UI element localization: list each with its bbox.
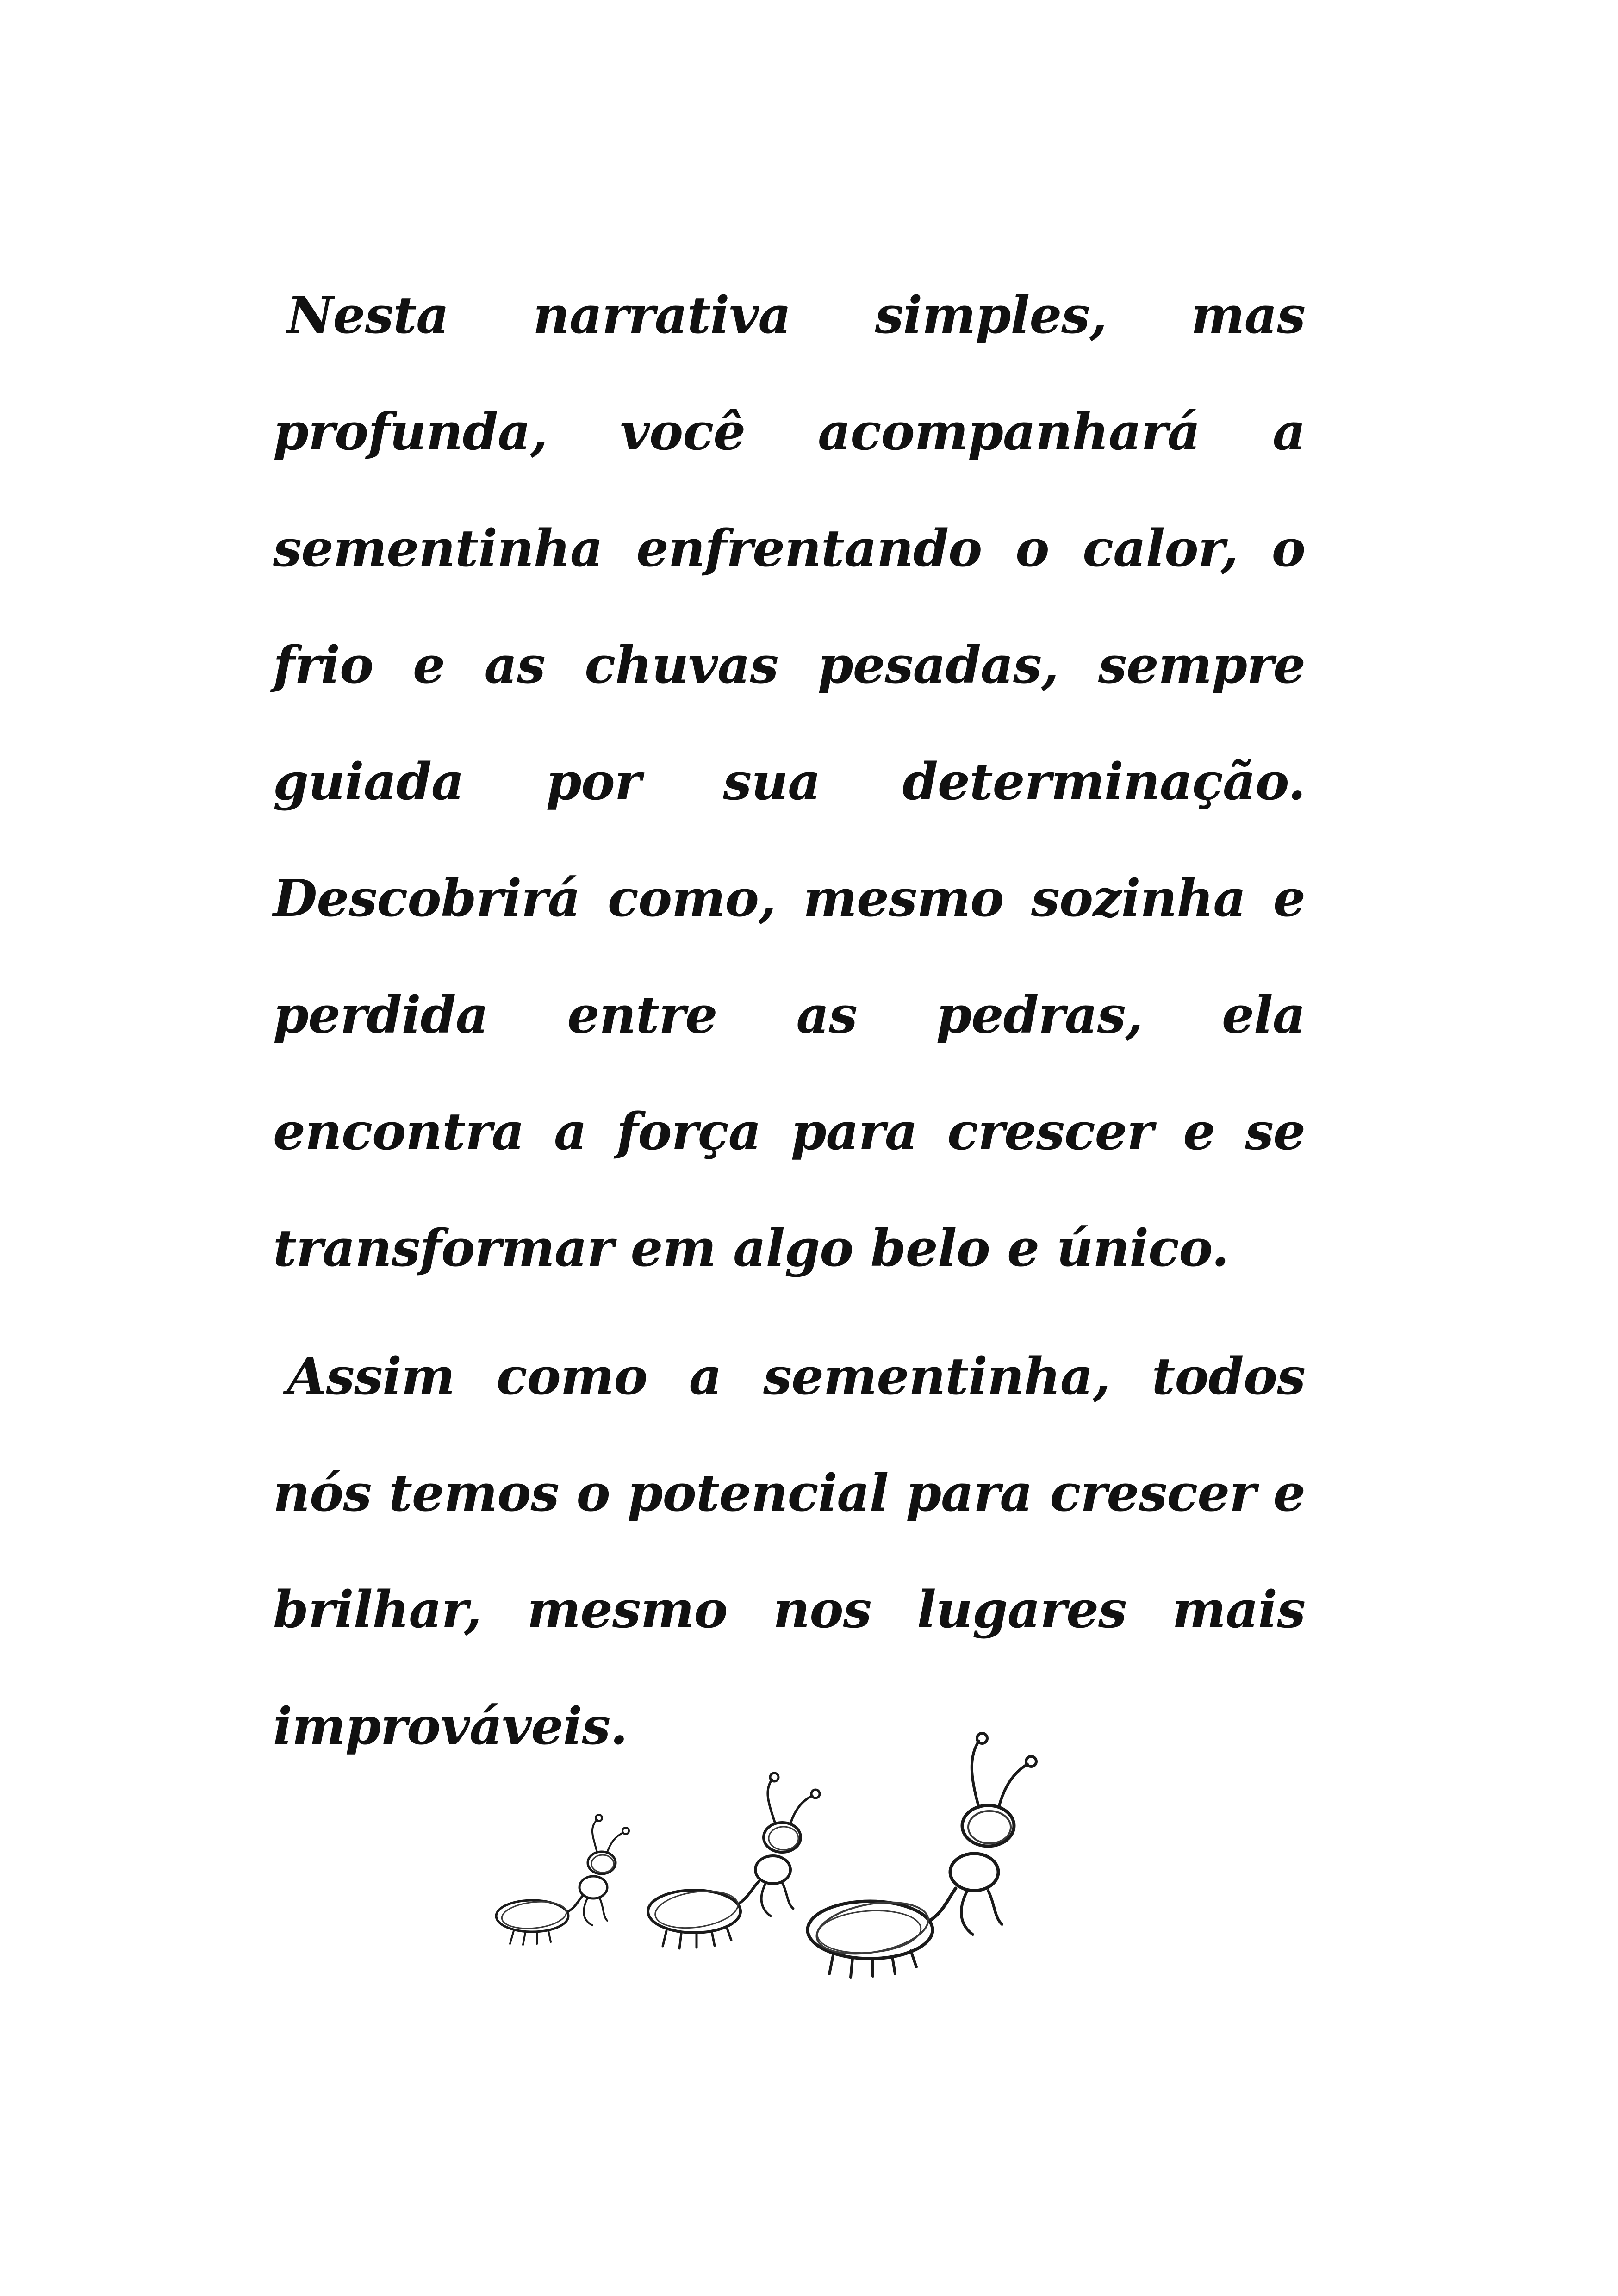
paragraph-1: Nesta narrativa simples, mas profunda, você acompanhará a sementinha enfrentando o calor, o frio e as chuvas pesadas, sempre guiada por sua determinação. Descobrirá como, mesmo sozinha e perdida entre as pedras, ela encontra a força para crescer e se transformar em algo belo e único. [273, 285, 1305, 1278]
ant-small-icon [496, 1815, 629, 1945]
paragraph-2: Assim como a sementinha, todos nós temos o potencial para crescer e brilhar, mesmo nos lugares mais improváveis. [273, 1346, 1305, 1756]
ants-illustration [486, 1712, 1088, 2018]
ant-large-icon [808, 1733, 1036, 1977]
body-text [273, 257, 1305, 1785]
ant-medium-icon [648, 1773, 820, 1948]
